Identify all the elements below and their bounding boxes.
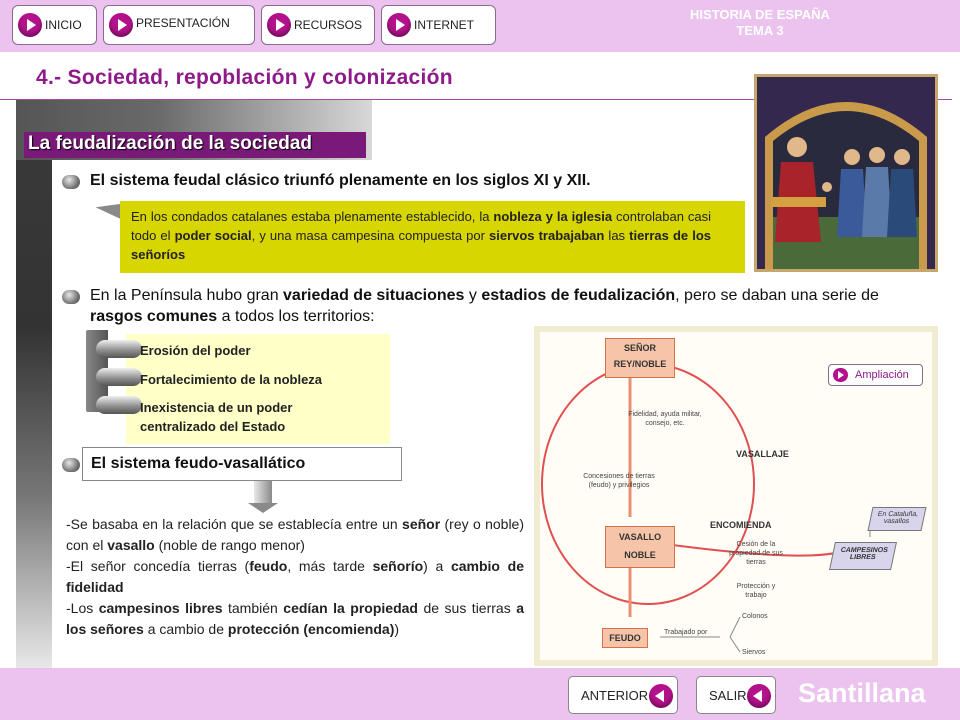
back-arrow-icon bbox=[649, 684, 673, 708]
text-run: , pero se daban una serie de bbox=[675, 287, 879, 304]
protection-label: Protección y trabajo bbox=[736, 583, 776, 599]
text-run: siervos trabajaban bbox=[489, 228, 605, 243]
feudo-vasallatico-title: El sistema feudo-vasallático bbox=[82, 447, 402, 481]
text-run: -El señor concedía tierras ( bbox=[66, 558, 250, 574]
presentacion-button[interactable] bbox=[103, 5, 255, 45]
text-run: vasallo bbox=[107, 537, 155, 553]
worked-by-label: Trabajado por bbox=[664, 629, 708, 636]
text-run: -Los bbox=[66, 600, 99, 616]
left-decorative-strip bbox=[16, 100, 52, 668]
pill-icon bbox=[96, 368, 142, 386]
text-run: En los condados catalanes estaba plenamente establecido, la bbox=[131, 209, 494, 224]
encomienda-label: ENCOMIENDA bbox=[710, 520, 772, 530]
play-icon bbox=[833, 368, 848, 382]
text-run: ) bbox=[394, 621, 400, 637]
course-title bbox=[660, 7, 860, 39]
recursos-label: RECURSOS bbox=[294, 18, 363, 32]
vasallo-box bbox=[605, 526, 675, 568]
text-run: rasgos comunes bbox=[90, 308, 218, 325]
salir-label: SALIR bbox=[709, 688, 747, 703]
ampliacion-label: Ampliación bbox=[855, 369, 909, 381]
colonos-label: Colonos bbox=[742, 613, 768, 620]
cataluna-box: En Cataluña, vasallos bbox=[867, 507, 926, 531]
explanation-line bbox=[66, 514, 524, 556]
bullet-icon bbox=[62, 458, 80, 472]
text-run: ) a bbox=[423, 558, 451, 574]
feudo-box: FEUDO bbox=[602, 628, 648, 648]
senor-box bbox=[605, 338, 675, 378]
down-arrow-icon bbox=[254, 481, 272, 503]
text-run: controlaban casi todo el bbox=[131, 209, 711, 243]
feature-item: Erosión del poder bbox=[140, 343, 251, 358]
diagram-label: REY/NOBLE bbox=[613, 359, 667, 369]
text-run: , más tarde bbox=[287, 558, 373, 574]
text-run: variedad de situaciones bbox=[283, 287, 465, 304]
text-run: poder social bbox=[174, 228, 252, 243]
bullet-icon bbox=[62, 175, 80, 189]
text-run: las bbox=[604, 228, 630, 243]
text-run: y bbox=[464, 287, 482, 304]
text-run: a los señores bbox=[66, 600, 524, 637]
text-run: , y una masa campesina compuesta por bbox=[251, 228, 489, 243]
text-run: En la Península hubo gran bbox=[90, 287, 284, 304]
medieval-illustration bbox=[754, 74, 938, 272]
bullet-icon bbox=[62, 290, 80, 304]
feature-item: Inexistencia de un poder centralizado del Estado bbox=[140, 400, 293, 434]
catalan-counties-text bbox=[131, 207, 711, 264]
feature-item: Fortalecimiento de la nobleza bbox=[140, 372, 323, 387]
siervos-label: Siervos bbox=[742, 649, 766, 656]
course-name: HISTORIA DE ESPAÑA bbox=[690, 7, 830, 22]
diagram-label: SEÑOR bbox=[623, 343, 656, 353]
vasallaje-label: VASALLAJE bbox=[736, 449, 789, 459]
cession-label: Cesión de la propiedad de sus tierras bbox=[729, 541, 783, 566]
fidelity-label: Fidelidad, ayuda militar, consejo, etc. bbox=[628, 411, 702, 427]
play-icon bbox=[267, 13, 291, 37]
text-run: a cambio de bbox=[143, 621, 228, 637]
explanation-line bbox=[66, 556, 524, 598]
text-run: campesinos libres bbox=[98, 600, 223, 616]
campesinos-box: CAMPESINOS LIBRES bbox=[829, 542, 897, 570]
internet-button[interactable] bbox=[381, 5, 496, 45]
ampliacion-button[interactable] bbox=[828, 364, 923, 386]
salir-button[interactable] bbox=[696, 676, 776, 714]
anterior-label: ANTERIOR bbox=[581, 688, 649, 703]
text-run: a todos los territorios: bbox=[217, 308, 375, 325]
page-title: 4.- Sociedad, repoblación y colonización bbox=[36, 66, 453, 89]
text-run: de sus tierras bbox=[417, 600, 517, 616]
text-run: estadios de feudalización bbox=[481, 287, 676, 304]
peninsula-paragraph bbox=[90, 285, 930, 327]
inicio-label: INICIO bbox=[45, 18, 82, 32]
text-run: -Se basaba en la relación que se establecía entre un bbox=[66, 516, 403, 532]
play-icon bbox=[18, 13, 42, 37]
explanation-line bbox=[66, 598, 524, 640]
diagram-label: NOBLE bbox=[624, 550, 656, 560]
concessions-label: Concesiones de tierras (feudo) y privilegios bbox=[583, 473, 655, 489]
section-label: La feudalización de la sociedad bbox=[24, 132, 366, 158]
feudal-triumph-statement: El sistema feudal clásico triunfó plenamente en los siglos XI y XII. bbox=[90, 172, 591, 189]
recursos-button[interactable] bbox=[261, 5, 375, 45]
text-run: feudo bbox=[249, 558, 288, 574]
text-run: (rey o noble) con el bbox=[66, 516, 524, 553]
play-icon bbox=[387, 13, 411, 37]
presentacion-label: PRESENTACIÓN bbox=[136, 16, 230, 30]
text-run: señor bbox=[402, 516, 441, 532]
pill-icon bbox=[96, 340, 142, 358]
play-icon bbox=[109, 13, 133, 37]
course-unit: TEMA 3 bbox=[736, 23, 784, 38]
internet-label: INTERNET bbox=[414, 18, 474, 32]
text-run: protección (encomienda) bbox=[227, 621, 395, 637]
santillana-logo: Santillana bbox=[798, 678, 926, 708]
anterior-button[interactable] bbox=[568, 676, 678, 714]
text-run: nobleza y la iglesia bbox=[493, 209, 613, 224]
text-run: cambio de fidelidad bbox=[66, 558, 524, 595]
pill-icon bbox=[96, 396, 142, 414]
back-arrow-icon bbox=[747, 684, 771, 708]
text-run: señorío bbox=[372, 558, 424, 574]
text-run: (noble de rango menor) bbox=[154, 537, 305, 553]
diagram-label: VASALLO bbox=[618, 532, 662, 542]
inicio-button[interactable] bbox=[12, 5, 97, 45]
text-run: tierras de los señoríos bbox=[131, 228, 711, 262]
text-run: también bbox=[222, 600, 284, 616]
feudal-system-explanation bbox=[66, 514, 524, 640]
text-run: cedían la propiedad bbox=[283, 600, 418, 616]
